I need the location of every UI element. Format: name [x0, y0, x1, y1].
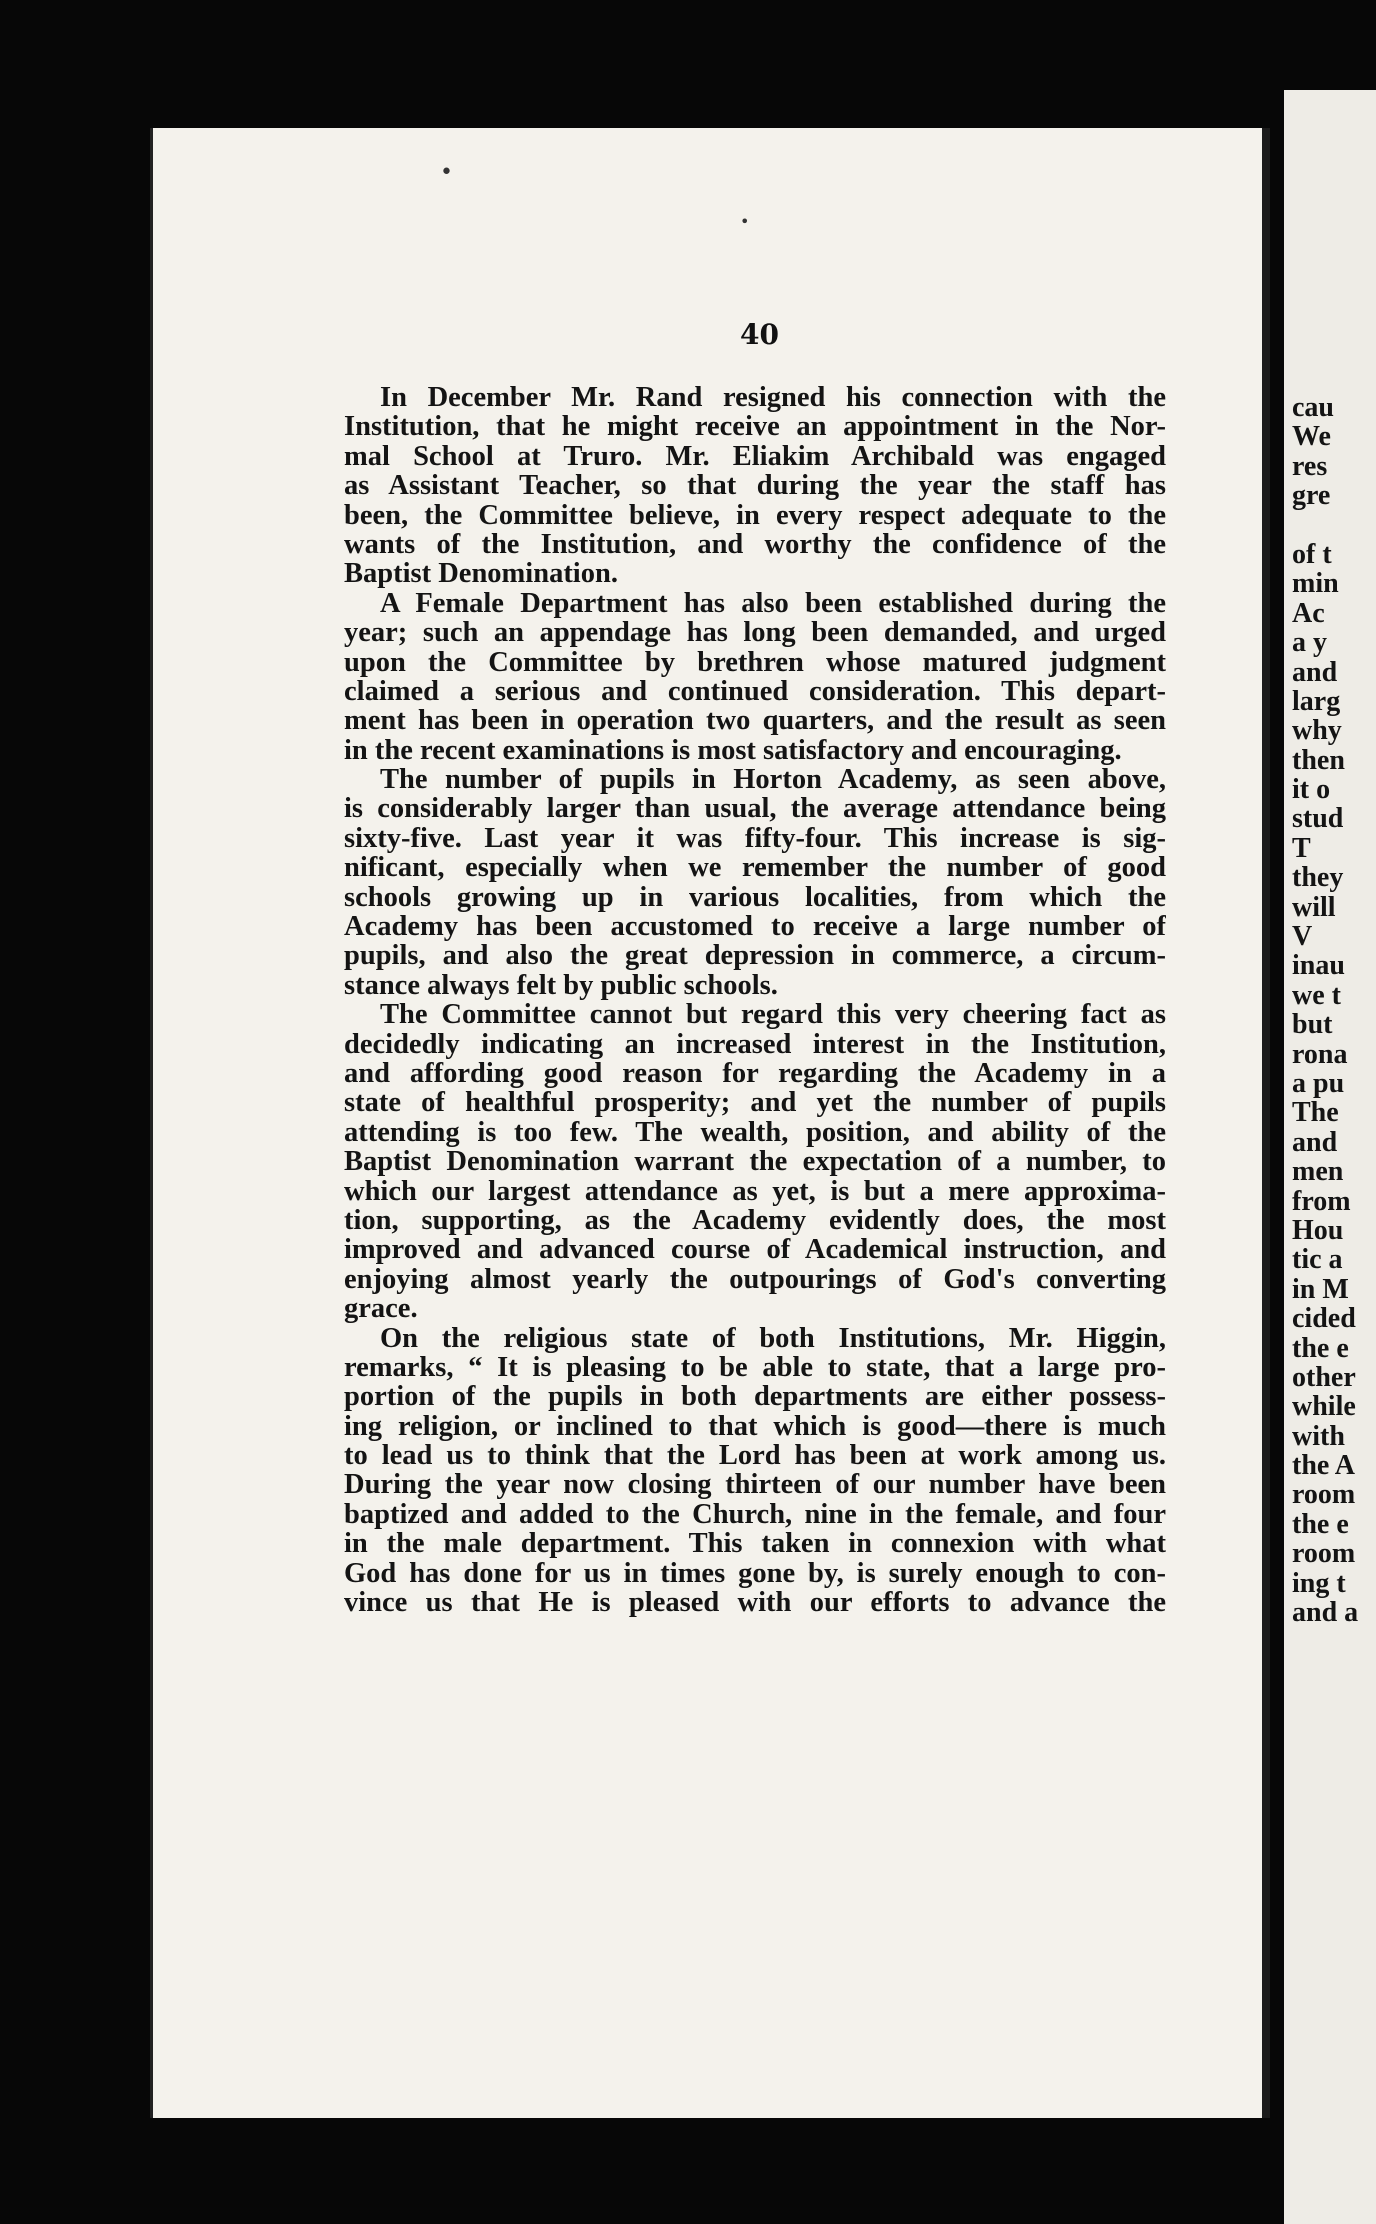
text-line: claimed a serious and continued consideration. This depart- [344, 676, 1166, 707]
speck-mark: • [440, 160, 453, 185]
facing-page-fragment: the e [1292, 1508, 1349, 1540]
text-line: On the religious state of both Institutions, Mr. Higgin, [380, 1323, 1166, 1353]
facing-page-fragment: stud [1292, 803, 1344, 835]
facing-page-fragment: T [1292, 832, 1311, 864]
page-gutter [1262, 128, 1270, 2118]
facing-page-fragment: V [1292, 921, 1313, 953]
facing-page-fragment: they [1292, 862, 1344, 894]
facing-page-fragment: gre [1292, 480, 1331, 512]
text-line: in the male department. This taken in connexion with what [344, 1529, 1166, 1559]
text-line: wants of the Institution, and worthy the confidence of the [344, 529, 1166, 560]
text-line: The Committee cannot but regard this very cheering fact as [380, 1000, 1166, 1030]
facing-page-fragment: we t [1292, 979, 1341, 1011]
facing-page-fragment: but [1292, 1009, 1333, 1041]
text-line: year; such an appendage has long been demanded, and urged [344, 618, 1166, 648]
text-line: vince us that He is pleased with our efforts to advance the [344, 1588, 1166, 1618]
facing-page-fragment: min [1292, 568, 1339, 600]
facing-page-fragment: room [1292, 1479, 1356, 1511]
facing-page-fragment: the A [1292, 1450, 1355, 1482]
text-line: Baptist Denomination. [344, 559, 618, 589]
facing-page-fragment: why [1292, 715, 1342, 747]
facing-page-fragment: other [1292, 1361, 1356, 1393]
facing-page-fragment: Ac [1292, 597, 1325, 629]
facing-page-fragment: room [1292, 1538, 1356, 1570]
facing-page-fragment: a pu [1292, 1067, 1345, 1099]
facing-page-fragment: then [1292, 744, 1345, 776]
text-line: grace. [344, 1294, 418, 1324]
facing-page-fragment: cau [1292, 392, 1334, 423]
facing-page-fragment: from [1292, 1185, 1351, 1217]
text-line: During the year now closing thirteen of our number have been [344, 1470, 1166, 1500]
body-text [344, 383, 1166, 1617]
text-line: tion, supporting, as the Academy evidently does, the most [344, 1205, 1166, 1236]
facing-page-fragment: and a [1292, 1597, 1359, 1627]
facing-page-fragment: res [1292, 450, 1328, 482]
text-line: enjoying almost yearly the outpourings of God's converting [344, 1264, 1166, 1295]
text-line: Institution, that he might receive an appointment in the Nor- [344, 412, 1166, 442]
facing-page-fragment: and [1292, 1126, 1338, 1158]
facing-page-fragment: and [1292, 656, 1338, 688]
text-line: The number of pupils in Horton Academy, as seen above, [380, 765, 1166, 795]
text-line: pupils, and also the great depression in commerce, a circum- [344, 941, 1166, 971]
facing-page-fragment: We [1292, 421, 1331, 453]
facing-page-fragment: cided [1292, 1303, 1356, 1335]
text-line: nificant, especially when we remember the number of good [344, 853, 1166, 883]
facing-page-fragment: rona [1292, 1038, 1348, 1070]
text-line: mal School at Truro. Mr. Eliakim Archibald was engaged [344, 441, 1166, 472]
text-line: remarks, “ It is pleasing to be able to state, that a large pro- [344, 1352, 1166, 1383]
text-line: sixty-five. Last year it was fifty-four. This increase is sig- [344, 823, 1166, 854]
text-line: A Female Department has also been established during the [380, 588, 1166, 619]
facing-page-fragment: men [1292, 1156, 1344, 1188]
text-line: ing religion, or inclined to that which is good—there is much [344, 1411, 1166, 1442]
text-line: in the recent examinations is most satisfactory and encouraging. [344, 735, 1122, 766]
facing-page-fragment: in M [1292, 1273, 1349, 1305]
text-line: upon the Committee by brethren whose matured judgment [344, 647, 1166, 677]
text-line: ment has been in operation two quarters, and the result as seen [344, 706, 1166, 736]
text-line: In December Mr. Rand resigned his connection with the [380, 383, 1166, 413]
speck-mark: • [740, 212, 750, 231]
facing-page-fragment: while [1292, 1391, 1356, 1423]
facing-page-fragment: with [1292, 1420, 1345, 1452]
text-line: baptized and added to the Church, nine in the female, and four [344, 1499, 1166, 1530]
facing-page-fragment: it o [1292, 774, 1331, 806]
text-line: portion of the pupils in both departments are either possess- [344, 1382, 1166, 1412]
text-line: been, the Committee believe, in every respect adequate to the [344, 500, 1166, 530]
facing-page-fragment: The [1292, 1097, 1339, 1129]
text-line: God has done for us in times gone by, is surely enough to con- [344, 1558, 1166, 1589]
facing-page-fragment: the e [1292, 1332, 1349, 1364]
text-line: improved and advanced course of Academical instruction, and [344, 1235, 1166, 1265]
text-line: stance always felt by public schools. [344, 970, 778, 1001]
facing-page-fragment: inau [1292, 950, 1345, 982]
facing-page-fragment: will [1292, 891, 1336, 923]
text-line: Baptist Denomination warrant the expectation of a number, to [344, 1147, 1166, 1177]
facing-page-fragment: ing t [1292, 1567, 1346, 1599]
facing-page-fragment: larg [1292, 685, 1341, 717]
text-line: as Assistant Teacher, so that during the year the staff has [344, 471, 1166, 501]
text-line: to lead us to think that the Lord has been at work among us. [344, 1441, 1166, 1471]
text-line: decidedly indicating an increased interest in the Institution, [344, 1029, 1166, 1059]
text-line: which our largest attendance as yet, is but a mere approxima- [344, 1176, 1166, 1206]
text-line: state of healthful prosperity; and yet the number of pupils [344, 1088, 1166, 1118]
text-line: Academy has been accustomed to receive a large number of [344, 912, 1166, 942]
text-line: is considerably larger than usual, the average attendance being [344, 794, 1166, 824]
facing-page-fragment: Hou [1292, 1214, 1344, 1246]
facing-page-fragment: of t [1292, 538, 1332, 570]
text-line: and affording good reason for regarding the Academy in a [344, 1058, 1166, 1089]
text-line: attending is too few. The wealth, position, and ability of the [344, 1117, 1166, 1148]
text-line: schools growing up in various localities, from which the [344, 882, 1166, 913]
facing-page-text [1292, 392, 1376, 1626]
facing-page-fragment: tic a [1292, 1244, 1343, 1276]
page-number: 40 [740, 318, 779, 351]
facing-page-fragment: a y [1292, 627, 1327, 659]
